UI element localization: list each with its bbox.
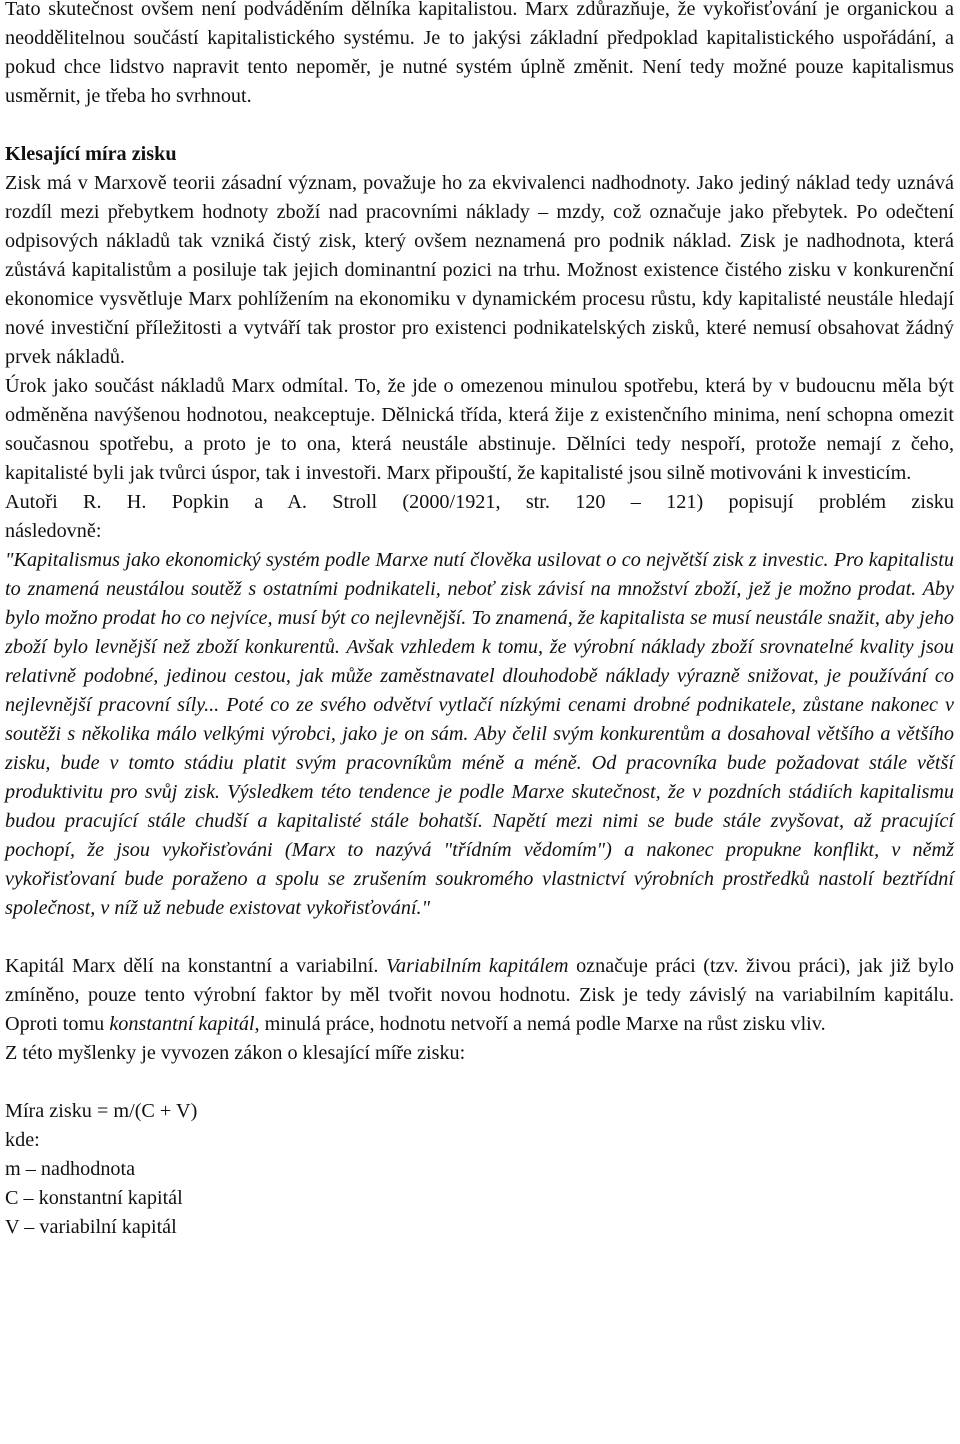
- formula-v: V – variabilní kapitál: [5, 1216, 177, 1238]
- profit-paragraph: Zisk má v Marxově teorii zásadní význam, považuje ho za ekvivalenci nadhodnoty. Jako jediný náklad tedy uznává rozdíl mezi přebytkem hodnoty zboží nad pracovními náklady – mzdy, což označuje jako přebytek. Po odečtení odpisových nákladů tak vzniká čistý zisk, který ovšem neznamená pro podnik náklad. Zisk je nadhodnota, která zůstává kapitalistům a posiluje tak jejich dominantní pozici na trhu. Možnost existence čistého zisku v konkurenční ekonomice vysvětluje Marx pohlížením na ekonomiku v dynamickém procesu růstu, kdy kapitalisté neustále hledají nové investiční příležitosti a vytváří tak prostor pro existenci podnikatelských zisků, které nemusí obsahovat žádný prvek nákladů.: [5, 172, 954, 368]
- citation-text: Autoři R. H. Popkin a A. Stroll (2000/1921, str. 120 – 121) popisují problém zisku: [5, 491, 954, 513]
- citation-line-end: následovně:: [5, 520, 102, 542]
- constant-capital-term: konstantní kapitál: [109, 1013, 255, 1035]
- law-intro: Z této myšlenky je vyvozen zákon o klesající míře zisku:: [5, 1042, 466, 1064]
- formula-where: kde:: [5, 1129, 40, 1151]
- section-heading: Klesající míra zisku: [5, 143, 177, 165]
- citation-line: [5, 488, 954, 517]
- intro-paragraph: Tato skutečnost ovšem není podváděním dělníka kapitalistou. Marx zdůrazňuje, že vykořisťování je organickou a neoddělitelnou součástí kapitalistického systému. Je to jakýsi základní předpoklad kapitalistického uspořádání, a pokud chce lidstvo napravit tento nepoměr, je nutné systém úplně změnit. Není tedy možné pouze kapitalismus usměrnit, je třeba ho svrhnout.: [5, 0, 954, 107]
- capital-text-a: Kapitál Marx dělí na konstantní a variabilní.: [5, 955, 386, 977]
- formula-m: m – nadhodnota: [5, 1158, 136, 1180]
- capital-text-c: , minulá práce, hodnotu netvoří a nemá podle Marxe na růst zisku vliv.: [254, 1013, 826, 1035]
- formula-c: C – konstantní kapitál: [5, 1187, 183, 1209]
- interest-paragraph: Úrok jako součást nákladů Marx odmítal. To, že jde o omezenou minulou spotřebu, která by v budoucnu měla být odměněna navýšenou hodnotou, neakceptuje. Dělnická třída, která žije z existenčního minima, není schopna omezit současnou spotřebu, a proto je to ona, která neustále abstinuje. Dělníci tedy nespoří, protože nemají z čeho, kapitalisté byli jak tvůrci úspor, tak i investoři. Marx připouští, že kapitalisté jsou silně motivováni k investicím.: [5, 375, 954, 484]
- variable-capital-term: Variabilním kapitálem: [385, 955, 569, 977]
- quote-block: "Kapitalismus jako ekonomický systém podle Marxe nutí člověka usilovat o co největší zisk z investic. Pro kapitalistu to znamená neustálou soutěž s ostatními podnikateli, neboť zisk závisí na množství zboží, jež je možno prodat. Aby bylo možno prodat ho co nejvíce, musí být co nejlevnější. To znamená, že kapitalista se musí neustále snažit, aby jeho zboží bylo levnější než zboží konkurentů. Avšak vzhledem k tomu, že výrobní náklady zboží srovnatelné kvality jsou relativně podobné, jedinou cestou, jak může zaměstnavatel dlouhodobě náklady výrazně snižovat, je používání co nejlevnější pracovní síly... Poté co ze svého odvětví vytlačí nízkými cenami drobné podnikatele, zůstane nakonec v soutěži s několika málo velkými výrobci, jako je on sám. Aby čelil svým konkurentům a dosahoval většího a většího zisku, bude v tomto stádiu platit svým pracovníkům méně a méně. Od pracovníka bude požadovat stále větší produktivitu pro svůj zisk. Výsledkem této tendence je podle Marxe skutečnost, že v pozdních stádiích kapitalismu budou pracující stále chudší a kapitalisté stále bohatší. Napětí mezi nimi se bude stále zvyšovat, až pracující pochopí, že jsou vykořisťováni (Marx to nazývá "třídním vědomím") a nakonec propukne konflikt, v němž vykořisťovaní bude poraženo a spolu se zrušením soukromého vlastnictví výrobních prostředků nastolí beztřídní společnost, v níž už nebude existovat vykořisťování.": [5, 549, 954, 919]
- formula-equation: Míra zisku = m/(C + V): [5, 1100, 198, 1122]
- capital-paragraph: [5, 952, 954, 1039]
- spacer: [5, 923, 954, 952]
- capital-text-b: označuje práci (tzv. živou práci), jak již bylo zmíněno, pouze tento výrobní faktor by měl tvořit novou hodnotu. Zisk je tedy závislý na variabilním kapitálu. Oproti tomu: [5, 955, 954, 1035]
- spacer: [5, 1068, 954, 1097]
